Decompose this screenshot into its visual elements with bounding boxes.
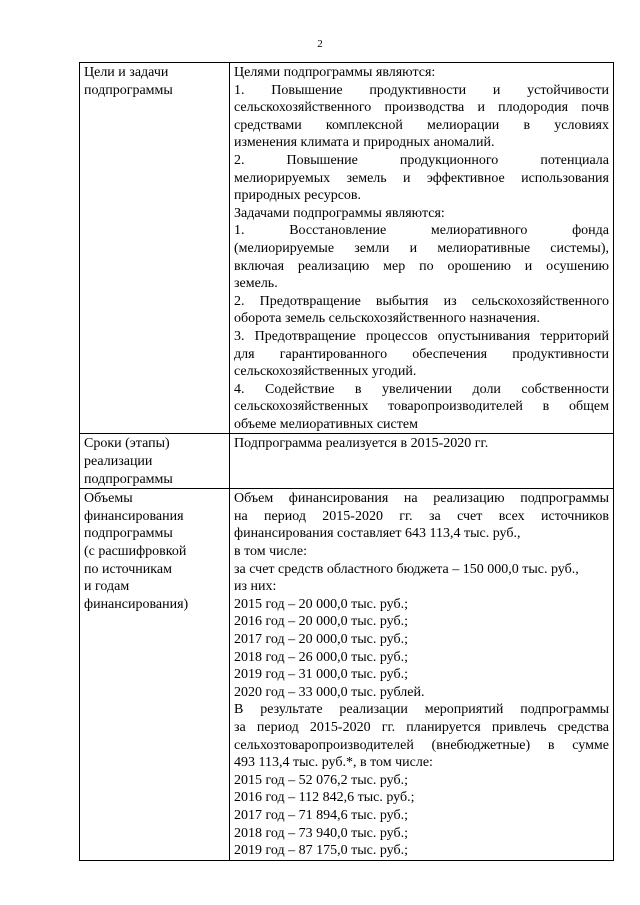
table-row-terms: [80, 434, 614, 489]
text-line: 1. Повышение продуктивности и устойчивости: [234, 82, 609, 98]
text-line: в том числе:: [234, 544, 307, 560]
text-line: оборота земель сельскохозяйственного назначения.: [234, 311, 540, 327]
text-line: 2020 год – 33 000,0 тыс. рублей.: [234, 684, 425, 700]
text-line: за счет средств областного бюджета – 150 000,0 тыс. руб.,: [234, 561, 579, 577]
terms-label-cell: [80, 434, 230, 489]
text-line: 2017 год – 20 000,0 тыс. руб.;: [234, 632, 408, 647]
text-line: 1. Восстановление мелиоративного фонда: [234, 223, 609, 239]
goals-label-cell: [80, 63, 230, 434]
text-line: земель.: [234, 276, 278, 292]
text-line: 3. Предотвращение процессов опустынивания территорий: [234, 328, 609, 344]
text-line: за период 2015-2020 гг. планируется привлечь средства: [234, 719, 609, 735]
text-line: средствами комплексной мелиорации в условиях: [234, 117, 609, 133]
table-row-finance: [80, 489, 614, 861]
text-line: 2. Повышение продукционного потенциала: [234, 152, 609, 168]
text-line: 2016 год – 20 000,0 тыс. руб.;: [234, 614, 408, 630]
text-line: объеме мелиоративных систем: [234, 416, 418, 432]
subprogram-passport-table: [79, 62, 614, 861]
text-line: Объем финансирования на реализацию подпрограммы: [234, 491, 609, 507]
text-line: сельскохозяйственных угодий.: [234, 364, 417, 380]
text-line: сельскохозяйственных товаропроизводителей в общем: [234, 399, 609, 415]
label-line: Объемы: [84, 491, 133, 507]
terms-text-cell: [230, 434, 614, 489]
text-line: В результате реализации мероприятий подпрограммы: [234, 702, 609, 718]
label-line: подпрограммы: [84, 471, 173, 487]
text-line: мелиорируемых земель и эффективное использования: [234, 170, 609, 186]
label-line: реализации: [84, 454, 153, 470]
text-line: сельхозтоваропроизводителей (внебюджетные) в сумме: [234, 737, 609, 753]
label-line: финансирования): [84, 596, 189, 612]
goals-text-cell: [230, 63, 614, 434]
label-line: подпрограммы: [84, 82, 173, 98]
text-line: 2018 год – 26 000,0 тыс. руб.;: [234, 649, 408, 665]
label-line: подпрограммы: [84, 526, 173, 542]
text-line: включая реализацию мер по орошению и осушению: [234, 258, 609, 274]
text-line: для гарантированного обеспечения продуктивности: [234, 346, 609, 362]
text-line: 4. Содействие в увеличении доли собственности: [234, 381, 609, 397]
text-line: на период 2015-2020 гг. за счет всех источников: [234, 508, 609, 524]
text-line: 2015 год – 52 076,2 тыс. руб.;: [234, 772, 408, 788]
text-line: Целями подпрограммы являются:: [234, 65, 436, 80]
text-line: 2016 год – 112 842,6 тыс. руб.;: [234, 790, 415, 806]
text-line: Подпрограмма реализуется в 2015-2020 гг.: [234, 436, 489, 452]
finance-text-cell: [230, 489, 614, 861]
text-line: Задачами подпрограммы являются:: [234, 205, 445, 221]
text-line: сельскохозяйственного производства и плодородия почв: [234, 100, 609, 116]
label-line: (с расшифровкой: [84, 544, 187, 560]
label-line: финансирования: [84, 508, 184, 524]
label-line: Цели и задачи: [84, 65, 169, 80]
table-row-goals: [80, 63, 614, 434]
text-line: 2019 год – 87 175,0 тыс. руб.;: [234, 843, 408, 859]
text-line: (мелиорируемые земли и мелиоративные системы),: [234, 240, 609, 256]
text-line: 2. Предотвращение выбытия из сельскохозяйственного: [234, 293, 609, 309]
label-line: и годам: [84, 579, 130, 595]
label-line: Сроки (этапы): [84, 436, 170, 452]
text-line: изменения климата и природных аномалий.: [234, 135, 495, 151]
text-line: 2019 год – 31 000,0 тыс. руб.;: [234, 667, 408, 683]
page-number: 2: [317, 38, 323, 50]
text-line: природных ресурсов.: [234, 188, 362, 204]
label-line: по источникам: [84, 561, 172, 577]
text-line: 493 113,4 тыс. руб.*, в том числе:: [234, 755, 433, 771]
text-line: 2018 год – 73 940,0 тыс. руб.;: [234, 825, 408, 841]
text-line: 2015 год – 20 000,0 тыс. руб.;: [234, 596, 408, 612]
finance-label-cell: [80, 489, 230, 861]
text-line: 2017 год – 71 894,6 тыс. руб.;: [234, 807, 408, 823]
text-line: финансирования составляет 643 113,4 тыс. руб.,: [234, 526, 521, 542]
text-line: из них:: [234, 579, 277, 595]
